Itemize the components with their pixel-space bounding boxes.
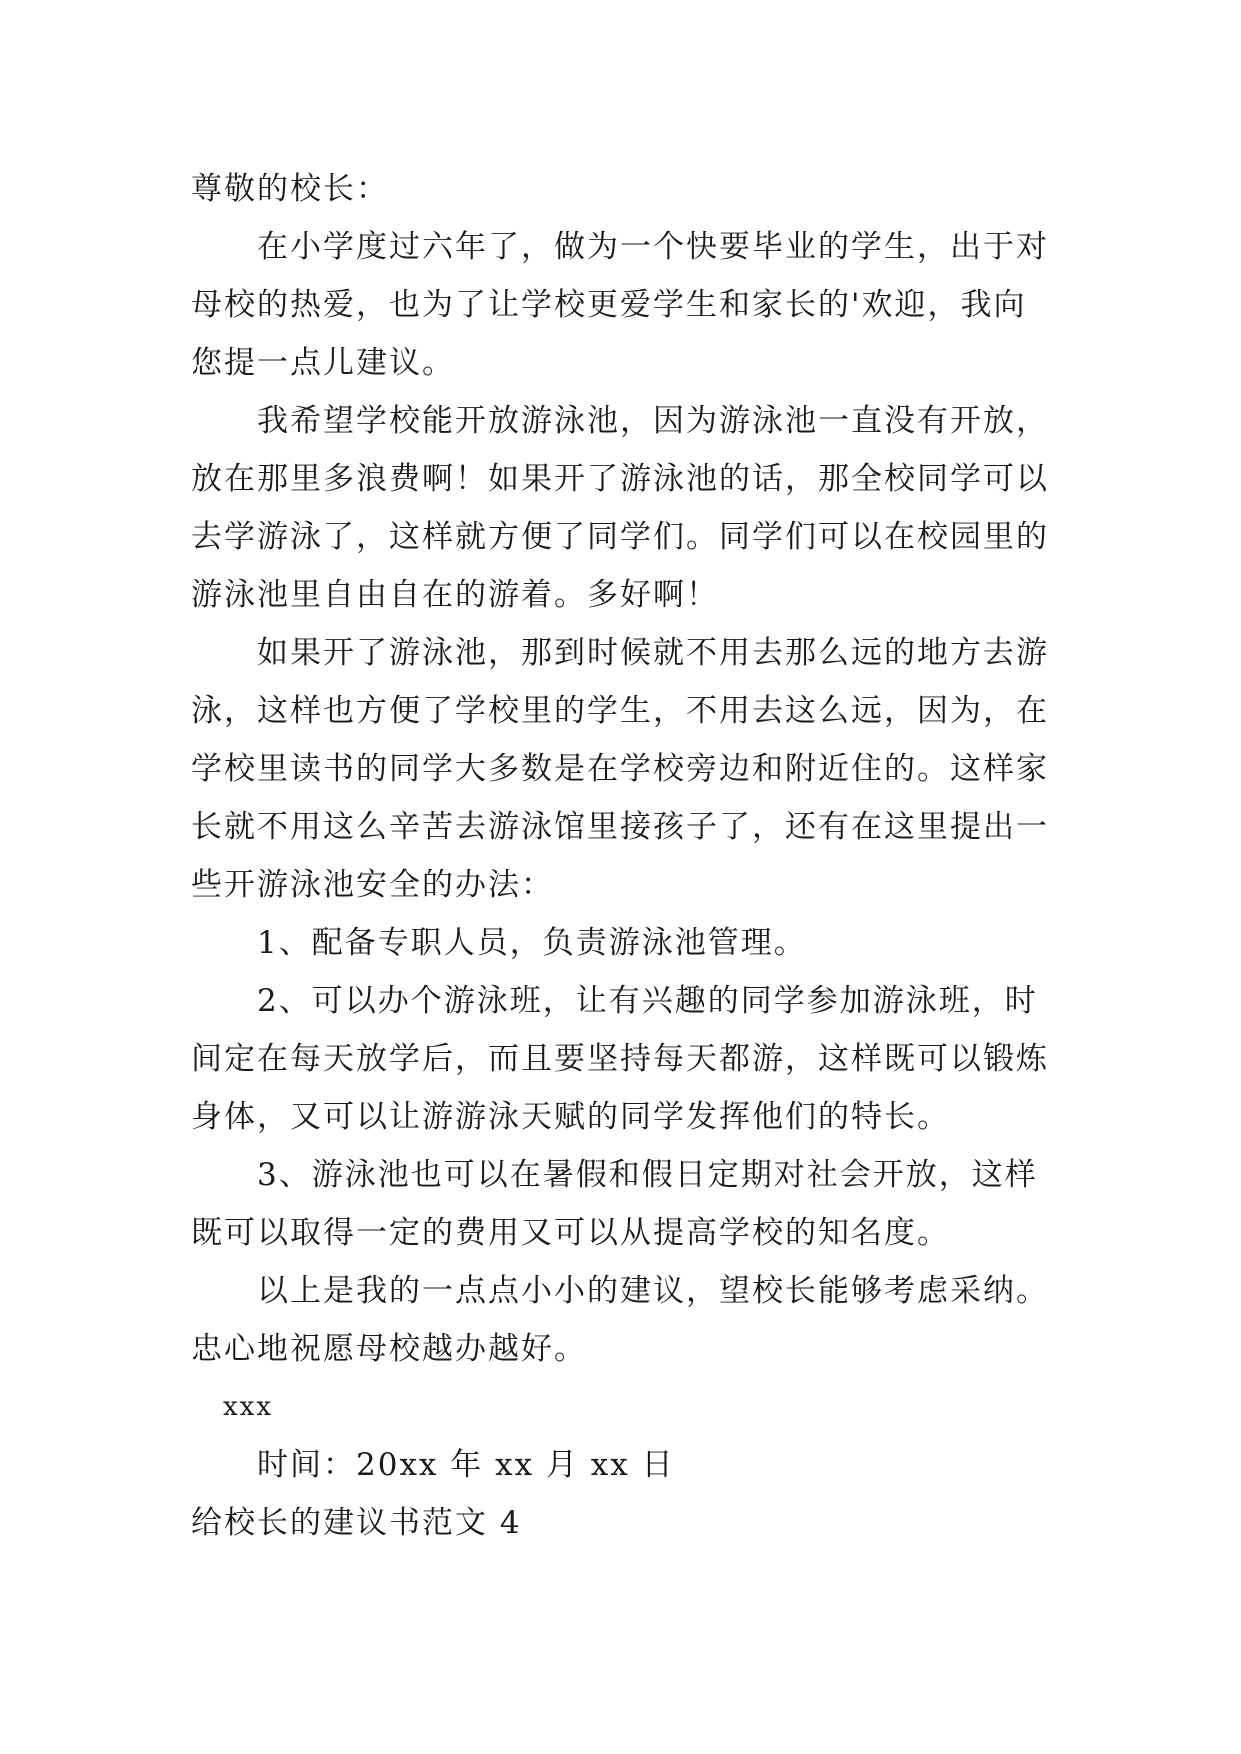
text-line: 学校里读书的同学大多数是在学校旁边和附近住的。这样家 [191, 751, 1049, 787]
text-line: 我希望学校能开放游泳池，因为游泳池一直没有开放， [257, 403, 1049, 439]
text-line: 1、配备专职人员，负责游泳池管理。 [257, 925, 807, 961]
text-line: 在小学度过六年了，做为一个快要毕业的学生，出于对 [257, 229, 1049, 265]
text-line: 您提一点儿建议。 [191, 345, 455, 381]
next-section-heading: 给校长的建议书范文 4 [191, 1505, 522, 1541]
text-line: 母校的热爱，也为了让学校更爱学生和家长的'欢迎，我向 [191, 287, 1027, 323]
text-line: 去学游泳了，这样就方便了同学们。同学们可以在校园里的 [191, 519, 1049, 555]
text-line: 以上是我的一点点小小的建议，望校长能够考虑采纳。 [257, 1273, 1049, 1309]
letter-body [191, 160, 1071, 1552]
text-line: 既可以取得一定的费用又可以从提高学校的知名度。 [191, 1215, 950, 1251]
paragraph-3 [191, 624, 1071, 914]
salutation: 尊敬的校长： [191, 171, 389, 207]
paragraph-2 [191, 392, 1071, 624]
text-line: 身体，又可以让游游泳天赋的同学发挥他们的特长。 [191, 1099, 950, 1135]
suggestion-item-3 [191, 1146, 1071, 1262]
text-line: 间定在每天放学后，而且要坚持每天都游，这样既可以锻炼 [191, 1041, 1049, 1077]
text-line: 如果开了游泳池，那到时候就不用去那么远的地方去游 [257, 635, 1049, 671]
text-line: 长就不用这么辛苦去游泳馆里接孩子了，还有在这里提出一 [191, 809, 1049, 845]
text-line: 游泳池里自由自在的游着。多好啊！ [191, 577, 719, 613]
text-line: 3、游泳池也可以在暑假和假日定期对社会开放，这样 [257, 1157, 1038, 1193]
suggestion-item-2 [191, 972, 1071, 1146]
text-line: 些开游泳池安全的办法： [191, 867, 554, 903]
text-line: 2、可以办个游泳班，让有兴趣的同学参加游泳班，时 [257, 983, 1038, 1019]
text-line: 泳，这样也方便了学校里的学生，不用去这么远，因为，在 [191, 693, 1049, 729]
letter-date: 时间：20xx 年 xx 月 xx 日 [257, 1447, 675, 1483]
closing-paragraph [191, 1262, 1071, 1378]
text-line: 放在那里多浪费啊！如果开了游泳池的话，那全校同学可以 [191, 461, 1049, 497]
paragraph-1 [191, 218, 1071, 392]
text-line: 忠心地祝愿母校越办越好。 [191, 1331, 587, 1367]
suggestion-item-1 [191, 914, 1071, 972]
signer-name: xxx [223, 1392, 273, 1422]
